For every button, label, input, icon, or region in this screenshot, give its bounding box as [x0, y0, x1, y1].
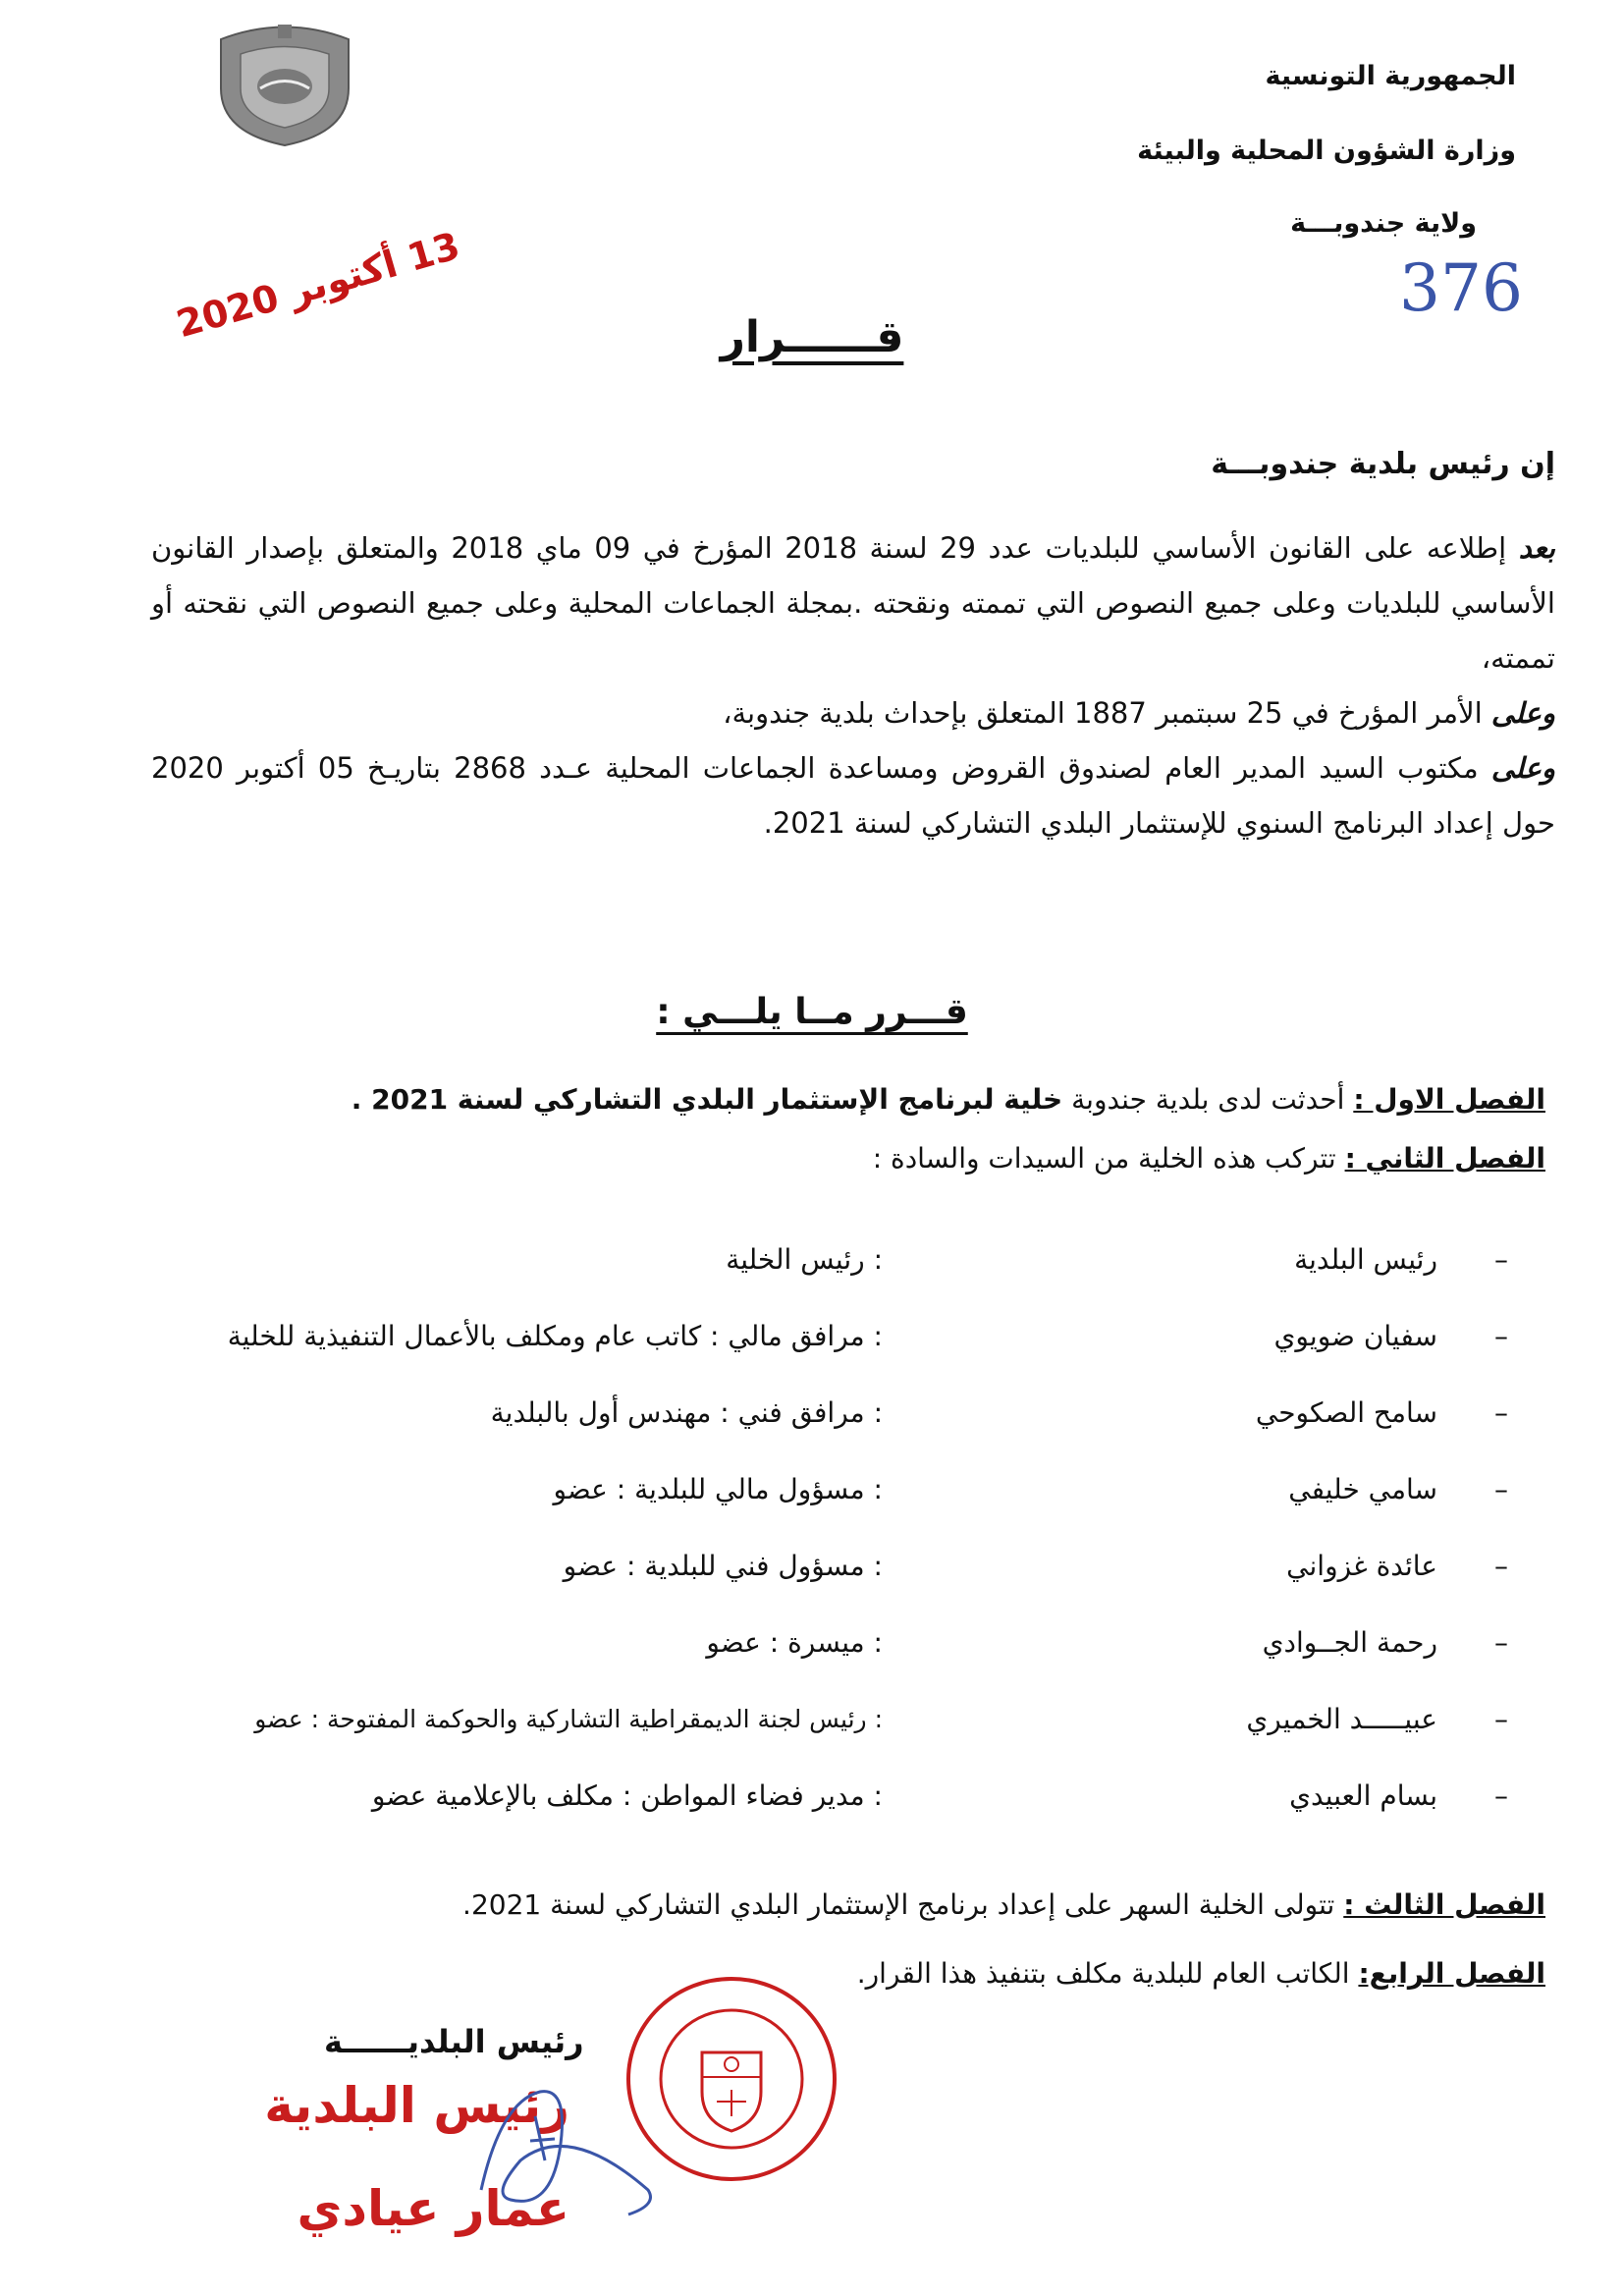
member-name: بسام العبيدي	[1289, 1779, 1437, 1812]
member-name: عائدة غزواني	[1286, 1550, 1437, 1582]
member-role: : مدير فضاء المواطن : مكلف بالإعلامية عضو	[371, 1779, 883, 1812]
article-4: الفصل الرابع: الكاتب العام للبلدية مكلف بتنفيذ هذا القرار.	[856, 1957, 1545, 1990]
member-name: رئيس البلدية	[1294, 1243, 1437, 1276]
header-ministry: وزارة الشؤون المحلية والبيئة	[1137, 136, 1516, 166]
member-name: سامح الصكوحي	[1255, 1396, 1437, 1429]
list-dash: –	[1494, 1626, 1508, 1659]
list-dash: –	[1494, 1703, 1508, 1735]
seal-icon	[623, 1974, 839, 2185]
list-dash: –	[1494, 1550, 1508, 1582]
decision-heading: قـــرر مــا يلـــي :	[656, 992, 968, 1032]
member-role: : مسؤول مالي للبلدية : عضو	[553, 1473, 883, 1505]
member-role: : مرافق فني : مهندس أول بالبلدية	[490, 1396, 883, 1429]
header-republic: الجمهورية التونسية	[1265, 61, 1516, 91]
member-role: : مرافق مالي : كاتب عام ومكلف بالأعمال التنفيذية للخلية	[227, 1320, 883, 1352]
article-2: الفصل الثاني : تتركب هذه الخلية من السيدات والسادة :	[872, 1142, 1545, 1175]
stamp-title: رئيس البلدية	[264, 2077, 569, 2134]
member-role: : رئيس لجنة الديمقراطية التشاركية والحوكمة المفتوحة : عضو	[254, 1705, 883, 1733]
member-name: رحمة الجــوادي	[1262, 1626, 1437, 1659]
member-role: : ميسرة : عضو	[706, 1626, 883, 1659]
list-dash: –	[1494, 1243, 1508, 1276]
header-governorate: ولاية جندوبـــة	[1290, 208, 1477, 239]
article-1: الفصل الاول : أحدثت لدى بلدية جندوبة خلية لبرنامج الإستثمار البلدي التشاركي لسنة 2021 .	[351, 1083, 1545, 1116]
tunisia-emblem-logo	[201, 20, 368, 147]
signature-title: رئيس البلديــــــة	[324, 2023, 584, 2060]
consideration-1: بعد إطلاعه على القانون الأساسي للبلديات عدد 29 لسنة 2018 المؤرخ في 09 ماي 2018 والمتعلق بإصدار القانون الأساسي للبلديات وعلى جميع النصوص التي تممته ونقحته .بمجلة الجماعات المحلية وعلى جميع النصوص التي نقحته أو تممته،	[151, 531, 1555, 675]
member-name: سامي خليفي	[1288, 1473, 1437, 1505]
article-3: الفصل الثالث : تتولى الخلية السهر على إعداد برنامج الإستثمار البلدي التشاركي لسنة 2021.	[462, 1888, 1545, 1921]
date-stamp: 13 أكتوبر 2020	[172, 224, 465, 347]
member-role: : رئيس الخلية	[726, 1243, 883, 1276]
consideration-3: وعلى مكتوب السيد المدير العام لصندوق القروض ومساعدة الجماعات المحلية عـدد 2868 بتاريـخ 05 أكتوبر 2020 حول إعداد البرنامج السنوي للإستثمار البلدي التشاركي لسنة 2021.	[151, 751, 1556, 840]
member-role: : مسؤول فني للبلدية : عضو	[563, 1550, 883, 1582]
list-dash: –	[1494, 1779, 1508, 1812]
list-dash: –	[1494, 1320, 1508, 1352]
round-official-seal	[623, 1974, 839, 2185]
considerations-block	[151, 520, 1555, 850]
intro-line: إن رئيس بلدية جندوبـــة	[1211, 447, 1555, 481]
member-name: عبيـــــد الخميري	[1246, 1703, 1437, 1735]
member-name: سفيان ضويوي	[1273, 1320, 1437, 1352]
reference-number: 376	[1399, 250, 1523, 326]
stamp-name: عمار عيادي	[297, 2180, 569, 2237]
emblem-icon	[201, 20, 368, 147]
list-dash: –	[1494, 1396, 1508, 1429]
decision-title: قــــــرار	[720, 312, 904, 362]
list-dash: –	[1494, 1473, 1508, 1505]
consideration-2: وعلى الأمر المؤرخ في 25 سبتمبر 1887 المتعلق بإحداث بلدية جندوبة،	[723, 696, 1555, 730]
